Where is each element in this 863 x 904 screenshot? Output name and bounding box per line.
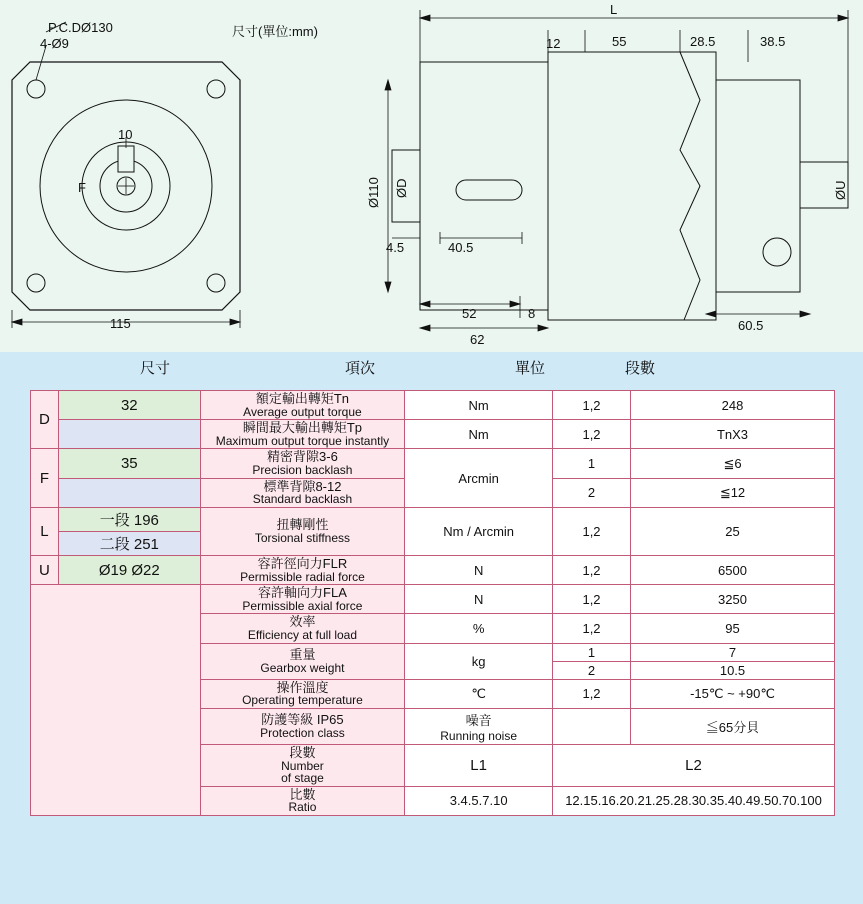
- specification-table-area: [0, 352, 863, 904]
- header-size: 尺寸: [139, 360, 170, 377]
- unit-cell: ℃: [405, 679, 553, 708]
- stage-cell: 1: [553, 449, 631, 478]
- size-key-f: F: [31, 449, 59, 507]
- value-cell: 10.5: [631, 661, 835, 679]
- table-row: [31, 449, 835, 478]
- item-zh: 重量: [289, 647, 316, 663]
- size-blank-area: [31, 585, 201, 816]
- technical-drawing-area: [0, 0, 863, 352]
- dim-D-label: ØD: [394, 178, 409, 198]
- keyway-label: 10: [118, 127, 133, 142]
- header-item: 項次: [344, 360, 375, 377]
- table-row: [31, 420, 835, 449]
- item-zh: 精密背隙3-6: [267, 449, 338, 465]
- dim-12-label: 12: [546, 36, 561, 51]
- ratio-l2-values: 12.15.16.20.21.25.28.30.35.40.49.50.70.100: [553, 786, 835, 815]
- stage-cell: 2: [553, 661, 631, 679]
- size-value-u: Ø19 Ø22: [58, 555, 200, 584]
- table-row: [31, 507, 835, 531]
- dim-8-label: 8: [528, 306, 536, 321]
- item-precision-backlash: [200, 449, 405, 478]
- item-zh: 操作溫度: [276, 679, 329, 695]
- stage-cell: 1,2: [553, 679, 631, 708]
- width-115-label: 115: [110, 316, 131, 331]
- item-zh: 標準背隙8-12: [263, 478, 342, 494]
- item-en: Operating temperature: [242, 693, 363, 708]
- stage-cell: 1: [553, 643, 631, 661]
- unit-cell: N: [405, 555, 553, 584]
- item-en: Standard backlash: [252, 492, 353, 507]
- stage-cell: 1,2: [553, 420, 631, 449]
- unit-noise-en: Running noise: [440, 728, 517, 743]
- ratio-l1-values: 3.4.5.7.10: [405, 786, 553, 815]
- item-standard-backlash: [200, 478, 405, 507]
- item-zh: 段數: [289, 744, 316, 760]
- units-note: 尺寸(單位:mm): [232, 24, 318, 39]
- header-stage: 段數: [624, 360, 655, 377]
- item-en: Permissible axial force: [242, 598, 363, 613]
- unit-cell: %: [405, 614, 553, 643]
- value-cell: 248: [631, 391, 835, 420]
- item-en: Gearbox weight: [260, 660, 345, 675]
- item-radial-force: [200, 555, 405, 584]
- unit-cell: Nm: [405, 420, 553, 449]
- item-efficiency: [200, 614, 405, 643]
- item-zh: 額定輸出轉矩Tn: [255, 391, 350, 406]
- item-zh: 效率: [289, 614, 316, 630]
- table-header-row: [30, 352, 835, 390]
- dim-285-label: 28.5: [690, 34, 716, 49]
- unit-cell: Nm: [405, 391, 553, 420]
- size-value-d-blank: [58, 420, 200, 449]
- dim-L-label: L: [610, 2, 618, 17]
- holes-label: 4-Ø9: [40, 36, 69, 51]
- item-axial-force: [200, 585, 405, 614]
- value-cell: ≦6: [631, 449, 835, 478]
- item-en: Ratio: [288, 800, 317, 815]
- item-zh: 比數: [289, 786, 316, 802]
- stage-l2-header: L2: [553, 744, 835, 786]
- size-value-l1: 一段 196: [58, 507, 200, 531]
- item-en: Efficiency at full load: [247, 628, 358, 643]
- unit-cell: Arcmin: [405, 449, 553, 507]
- item-operating-temperature: [200, 679, 405, 708]
- table-row: [31, 555, 835, 584]
- value-cell: ≦12: [631, 478, 835, 507]
- shaft-f-label: F: [78, 180, 86, 195]
- item-torsional-stiffness: [200, 507, 405, 555]
- drawing-svg: [0, 0, 863, 352]
- value-cell: TnX3: [631, 420, 835, 449]
- dim-385-label: 38.5: [760, 34, 786, 49]
- dim-U-label: ØU: [833, 180, 848, 200]
- dim-405-label: 40.5: [448, 240, 474, 255]
- stage-cell: 1,2: [553, 555, 631, 584]
- size-value-l2: 二段 251: [58, 531, 200, 555]
- item-en: Number: [281, 758, 324, 773]
- item-en: Average output torque: [243, 404, 362, 419]
- unit-cell: kg: [405, 643, 553, 679]
- dim-110-label: Ø110: [366, 177, 381, 208]
- value-cell: ≦65分貝: [631, 708, 835, 744]
- stage-l1-header: L1: [405, 744, 553, 786]
- unit-noise: [405, 708, 553, 744]
- stage-cell: 1,2: [553, 507, 631, 555]
- item-en2: of stage: [281, 771, 324, 786]
- item-ratio: [200, 786, 405, 815]
- size-key-u: U: [31, 555, 59, 584]
- stage-cell-empty: [553, 708, 631, 744]
- dim-605-label: 60.5: [738, 318, 764, 333]
- size-value-d: 32: [58, 391, 200, 420]
- value-cell: 6500: [631, 555, 835, 584]
- spec-table: [30, 390, 835, 816]
- item-max-output-torque: [200, 420, 405, 449]
- item-en: Permissible radial force: [240, 569, 365, 584]
- size-value-f-blank: [58, 478, 200, 507]
- dim-45-label: 4.5: [386, 240, 405, 255]
- item-en: Precision backlash: [252, 463, 353, 478]
- unit-noise-zh: 噪音: [465, 712, 492, 728]
- table-row: [31, 585, 835, 614]
- item-zh: 容許徑向力FLR: [257, 555, 348, 571]
- unit-cell: N: [405, 585, 553, 614]
- value-cell: 95: [631, 614, 835, 643]
- dim-52-label: 52: [462, 306, 477, 321]
- pcd-label: P.C.DØ130: [48, 20, 113, 35]
- size-key-d: D: [31, 391, 59, 449]
- stage-cell: 1,2: [553, 585, 631, 614]
- value-cell: 25: [631, 507, 835, 555]
- item-gearbox-weight: [200, 643, 405, 679]
- value-cell: 7: [631, 643, 835, 661]
- size-key-l: L: [31, 507, 59, 555]
- value-cell: -15℃ ~ +90℃: [631, 679, 835, 708]
- stage-cell: 1,2: [553, 391, 631, 420]
- dim-62-label: 62: [470, 332, 485, 347]
- item-en: Protection class: [260, 725, 345, 740]
- item-zh: 防護等級 IP65: [261, 712, 344, 728]
- stage-cell: 1,2: [553, 614, 631, 643]
- item-en: Torsional stiffness: [254, 530, 351, 545]
- item-average-output-torque: [200, 391, 405, 420]
- unit-cell: Nm / Arcmin: [405, 507, 553, 555]
- item-en: Maximum output torque instantly: [215, 433, 390, 448]
- item-protection-class: [200, 708, 405, 744]
- size-value-f: 35: [58, 449, 200, 478]
- dim-55-label: 55: [612, 34, 627, 49]
- item-zh: 扭轉剛性: [276, 517, 329, 533]
- item-number-of-stage: [200, 744, 405, 786]
- item-zh: 容許軸向力FLA: [258, 585, 347, 601]
- item-zh: 瞬間最大輸出轉矩Tp: [242, 420, 363, 436]
- header-unit: 單位: [514, 360, 545, 377]
- value-cell: 3250: [631, 585, 835, 614]
- stage-cell: 2: [553, 478, 631, 507]
- table-row: [31, 391, 835, 420]
